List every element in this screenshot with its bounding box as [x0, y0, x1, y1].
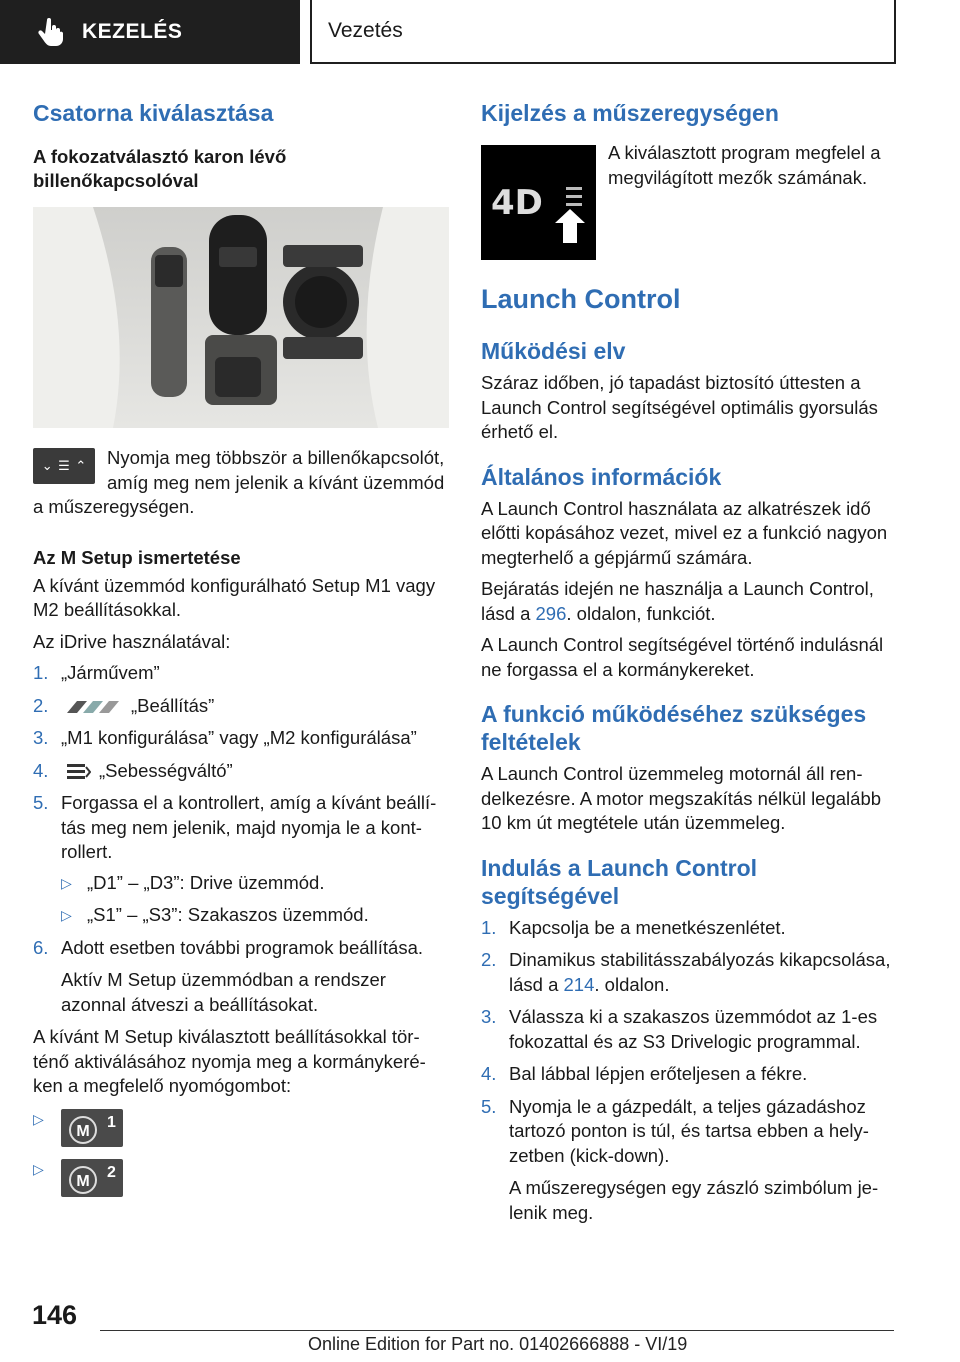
launch-steps [481, 916, 897, 1226]
principle-title: Működési elv [481, 338, 626, 364]
list-item: 3. „M1 konfigurálása” vagy „M2 konfigurálása” [33, 727, 417, 748]
general-text-2: Bejáratás idején ne használja a Launch Control, lásd a 296. oldalon, funkciót. [481, 578, 874, 624]
idrive-text: Az iDrive használatával: [33, 630, 231, 652]
list-item: 1. „Járművem” [33, 662, 160, 683]
principle-text: Száraz időben, jó tapadást biztosító úttesten a Launch Control segítségével optimális gyorsulás érhető el. [481, 372, 878, 442]
subtitle-paddle: A fokozatválasztó karon lévő billenőkapcsolóval [33, 146, 287, 191]
general-title: Általános információk [481, 463, 722, 490]
m2-row: ▷ M 2 [33, 1159, 449, 1197]
list-item: ▷ „D1” – „D3”: Drive üzemmód. [61, 871, 325, 893]
edition-text: Online Edition for Part no. 01402666888 - VI/19 [308, 1334, 688, 1354]
svg-text:2: 2 [107, 1163, 116, 1181]
mode-list [61, 871, 449, 928]
setup-text: A kívánt üzemmód konfigurálható Setup M1 vagy M2 beállításokkal. [33, 574, 436, 620]
m1-row: ▷ M 1 [33, 1109, 449, 1147]
page-link-214[interactable]: 214 [563, 973, 595, 995]
list-item: 3. Válassza ki a szakaszos üzemmódot az 1-es fokozattal és az S3 Drivelogic programmal. [481, 1006, 878, 1052]
general-text-1: A Launch Control használata az alkatrészek idő előtti kopásához vezet, mivel ez a funkció nagyon megterhelő a gépjármű számára. [481, 497, 888, 568]
step5-note: A műszeregységen egy zászló szimbólum jelenik meg. [509, 1177, 879, 1223]
activation-text: A kívánt M Setup kiválasztott beállításokkal történő aktiválásához nyomja meg a kormánykeréken a megfelelő nyomógombot: [33, 1026, 426, 1096]
gear-selector-photo [33, 207, 449, 428]
svg-text:M: M [76, 1122, 90, 1140]
display-text: A kiválasztott program megfelel a megvilágított mezők számának. [608, 145, 881, 188]
list-item: 5. Nyomja le a gázpedált, a teljes gázadáshoz tartozó ponton is túl, és tartsa ebben a helyzetben (kick-down). A műszeregységen egy zászló szimbólum jelenik meg. [481, 1095, 897, 1226]
list-item: 4. „Sebességváltó” [33, 759, 233, 781]
footer-divider [100, 1330, 894, 1331]
general-text-3: A Launch Control segítségével történő indulásnál ne forgassa el a kormánykereket. [481, 634, 884, 680]
page-number: 146 [32, 1300, 78, 1330]
paddle-instruction [33, 446, 449, 520]
paddle-switch-icon: ⌄ ☰ ⌃ [33, 448, 95, 484]
m2-button-icon [61, 1159, 123, 1197]
list-item: 4. Bal lábbal lépjen erőteljesen a fékre. [481, 1063, 808, 1084]
section-title-display: Kijelzés a műszeregységen [481, 100, 779, 126]
svg-text:M: M [76, 1172, 90, 1190]
display-block [481, 145, 897, 260]
idrive-steps [33, 661, 449, 1017]
list-item: ▷ „S1” – „S3”: Szakaszos üzemmód. [61, 904, 369, 925]
chapter-label: Vezetés [328, 19, 403, 42]
start-title: Indulás a Launch Control segítségével [481, 854, 758, 909]
m1-button-icon [61, 1109, 123, 1147]
display-4d-icon: 4D [481, 145, 596, 260]
svg-text:1: 1 [107, 1113, 116, 1131]
section-tab [0, 0, 300, 64]
list-item: 2. „Beállítás” [33, 694, 215, 716]
page-link-296[interactable]: 296 [535, 602, 567, 624]
list-item: 6. Adott esetben további programok beállítása. Aktív M Setup üzemmódban a rendszer azonnal átveszi a beállításokat. [33, 936, 449, 1018]
m-settings-icon [65, 699, 121, 715]
hand-pointer-icon [38, 18, 64, 46]
requirements-title: A funkció működéséhez szükséges feltételek [481, 701, 867, 755]
gear-selector-illustration [33, 207, 449, 428]
setup-heading: Az M Setup ismertetése [33, 546, 241, 568]
requirements-text: A Launch Control üzemmeleg motornál áll rendelkezésre. A motor megszakítás nélkül legalább 10 km út megtétele után üzemmeleg. [481, 763, 882, 833]
list-item: 1. Kapcsolja be a menetkészenlétet. [481, 916, 786, 938]
section-title-channel: Csatorna kiválasztása [33, 100, 274, 126]
list-item: 2. Dinamikus stabilitásszabályozás kikapcsolása, lásd a 214. oldalon. [481, 949, 891, 995]
launch-control-title: Launch Control [481, 284, 681, 314]
right-column [481, 100, 897, 1233]
transmission-icon [65, 762, 91, 782]
paddle-text: Nyomja meg többször a billenőkapcsolót, amíg meg nem jelenik a kívánt üzemmód a műszeregységen. [33, 447, 445, 517]
step6-note: Aktív M Setup üzemmódban a rendszer azonnal átveszi a beállításokat. [61, 969, 386, 1015]
list-item: 5. Forgassa el a kontrollert, amíg a kívánt beállítás meg nem jelenik, majd nyomja le a kontrollert. ▷ „D1” – „D3”: Drive üzemmód. ▷ „S1” – „S3”: Szakaszos üzemmód. [33, 791, 449, 928]
page-header [0, 0, 960, 66]
chapter-tab [310, 0, 896, 64]
left-column [33, 100, 449, 1197]
section-label: KEZELÉS [82, 20, 183, 43]
